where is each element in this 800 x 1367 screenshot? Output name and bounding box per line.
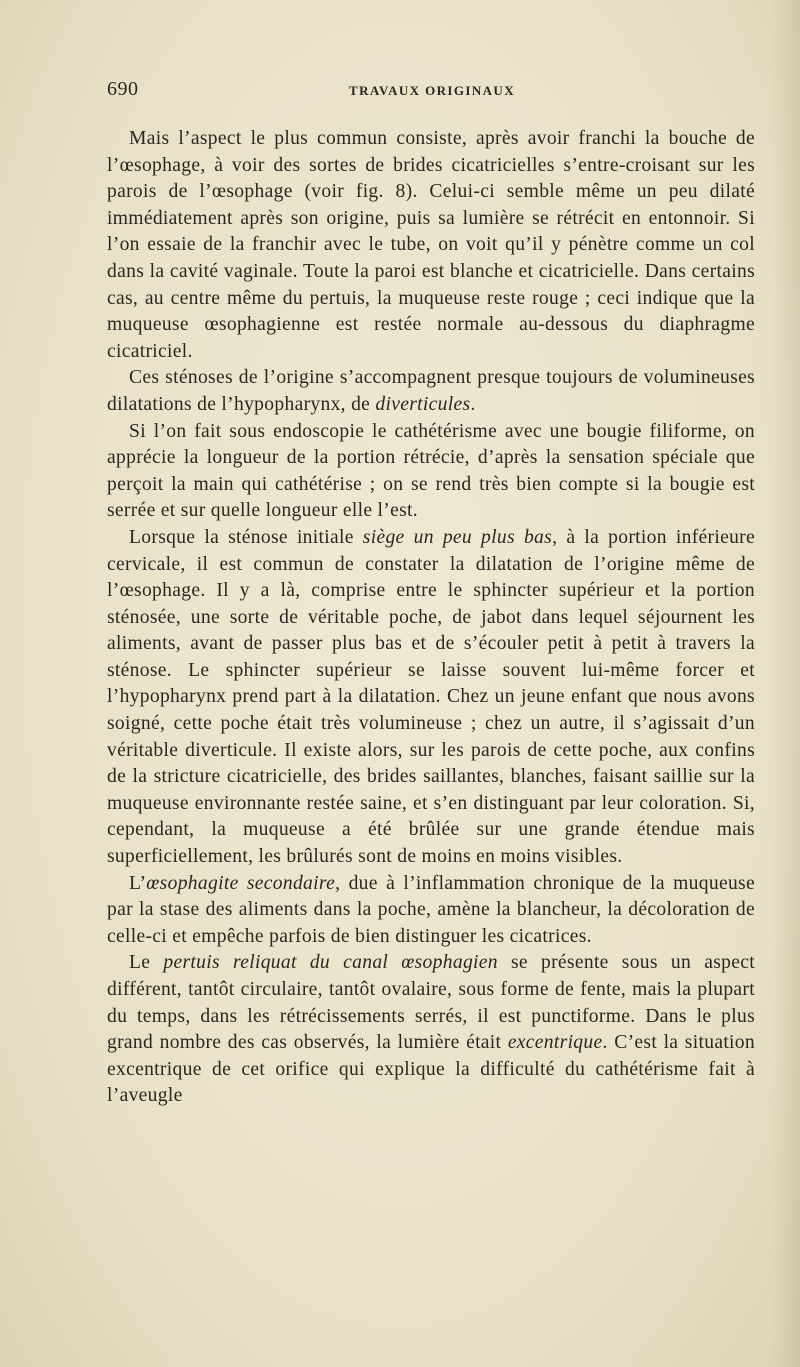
italic-text: œsophagite secondaire: [146, 872, 336, 894]
text-segment: Le: [129, 952, 164, 974]
body-text: [107, 126, 755, 1110]
text-segment: Si l’on fait sous endoscopie le cathétérisme avec une bougie filiforme, on apprécie la longueur de la portion rétrécie, d’après la sensation spéciale que perçoit la main qui cathétérise ; on se rend très bien compte si la bougie est serrée et sur quelle longueur elle l’est.: [107, 420, 755, 522]
text-segment: , due à l’inflammation chronique de la muqueuse par la stase des aliments dans la poche, amène la blancheur, la décoloration de celle-ci et empêche parfois de bien distinguer les cicatrices.: [107, 872, 755, 947]
running-head: TRAVAUX ORIGINAUX: [349, 83, 515, 98]
paragraph: [107, 365, 755, 418]
italic-text: excentrique: [507, 1032, 603, 1054]
paragraph: [107, 525, 755, 871]
italic-text: pertuis reliquat du canal œsophagien: [163, 952, 498, 974]
page-number: 690: [107, 78, 139, 100]
paragraph: [107, 419, 755, 525]
italic-text: diverticules: [375, 393, 471, 415]
text-segment: se présente sous un aspect différent, tantôt circulaire, tantôt ovalaire, sous forme de fente, mais la plupart du temps, dans les rétrécissements serrés, il est punctiforme. Dans le plus grand nombre des cas observés, la lumière était: [107, 952, 755, 1054]
paragraph: [107, 950, 755, 1110]
text-segment: . C’est la situation excentrique de cet orifice qui explique la difficulté du cathétérisme fait à l’aveugle: [107, 1032, 755, 1107]
text-segment: Ces sténoses de l’origine s’accompagnent presque toujours de volumineuses dilatations de l’hypopharynx, de: [107, 367, 755, 415]
text-segment: , à la portion inférieure cervicale, il est commun de constater la dilatation de l’origine même de l’œsophage. Il y a là, comprise entre le sphincter supérieur et la portion sténosée, une sorte de véritable poche, de jabot dans lequel séjournent les aliments, avant de passer plus bas et de s’écouler petit à petit à travers la sténose. Le sphincter supérieur se laisse souvent lui-même forcer et l’hypopharynx prend part à la dilatation. Chez un jeune enfant que nous avons soigné, cette poche était très volumineuse ; chez un autre, il s’agissait d’un véritable diverticule. Il existe alors, sur les parois de cette poche, aux confins de la stricture cicatricielle, des brides saillantes, blanches, faisant saillie sur la muqueuse environnante restée saine, et s’en distinguant par leur coloration. Si, cependant, la muqueuse a été brûlée sur une grande étendue mais superficiellement, les brûlurés sont de moins en moins visibles.: [107, 526, 756, 868]
text-segment: .: [470, 393, 476, 415]
text-segment: Mais l’aspect le plus commun consiste, après avoir franchi la bouche de l’œsophage, à voir des sortes de brides cicatricielles s’entre-croisant sur les parois de l’œsophage (voir fig. 8). Celui-ci semble même un peu dilaté immédiatement après son origine, puis sa lumière se rétrécit en entonnoir. Si l’on essaie de la franchir avec le tube, on voit qu’il y pénètre comme un col dans la cavité vaginale. Toute la paroi est blanche et cicatricielle. Dans certains cas, au centre même du pertuis, la muqueuse reste rouge ; ceci indique que la muqueuse œsophagienne est restée normale au-dessous du diaphragme cicatriciel.: [107, 128, 755, 362]
page-header: [107, 78, 757, 102]
page-edge-shadow: [772, 0, 800, 1367]
text-segment: L’: [129, 872, 147, 894]
italic-text: siège un peu plus bas: [362, 526, 553, 548]
text-segment: Lorsque la sténose initiale: [129, 526, 363, 548]
paragraph: [107, 126, 755, 365]
paragraph: [107, 871, 755, 951]
